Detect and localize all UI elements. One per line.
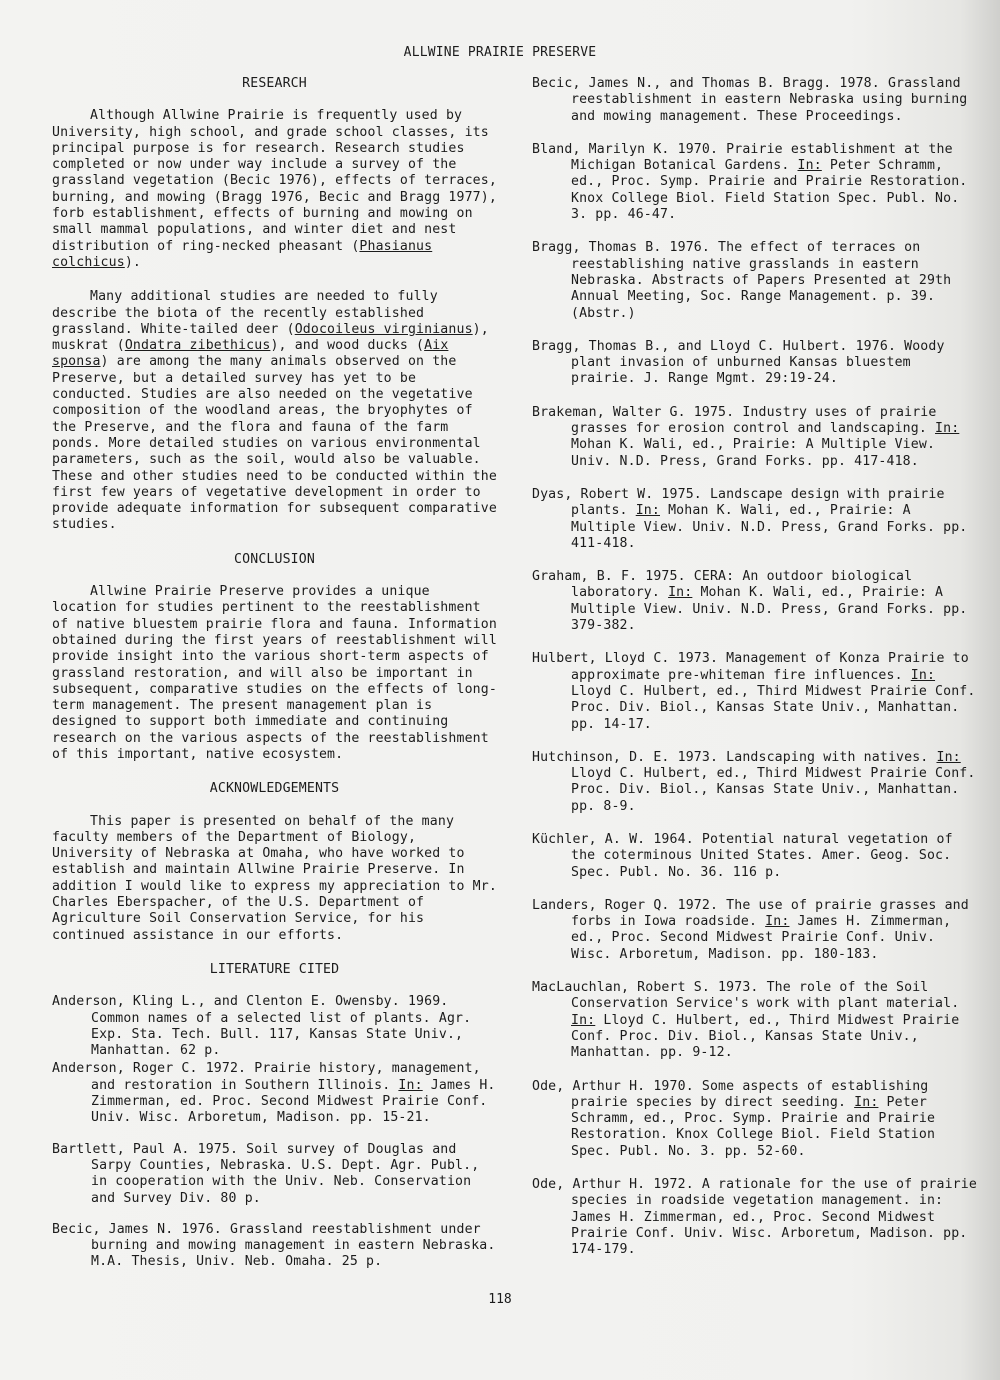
running-header: ALLWINE PRAIRIE PRESERVE (403, 45, 597, 60)
species-name: Ondatra zibethicus (124, 338, 271, 354)
reference-entry: Ode, Arthur H. 1970. Some aspects of establishing prairie species by direct seeding. In: Peter Schramm, ed., Proc. Symp. Prairie and Prairie Restoration. Knox College Biol. Field Station Spec. Publ. No. 3. pp. 52-60. (532, 1078, 936, 1159)
reference-entry: Becic, James N., and Thomas B. Bragg. 1978. Grassland reestablishment in eastern Nebraska using burning and mowing management. These Proceedings. (532, 76, 968, 124)
literature-cited-heading: LITERATURE CITED (209, 961, 340, 977)
reference-entry: Bragg, Thomas B. 1976. The effect of terraces on reestablishing native grasslands in eastern Nebraska. Abstracts of Papers Presented at 29th Annual Meeting, Soc. Range Management. p. 39. (Abstr.) (532, 240, 952, 321)
reference-entry: Brakeman, Walter G. 1975. Industry uses of prairie grasses for erosion control and landscaping. In: Mohan K. Wali, ed., Prairie: A Multiple View. Univ. N.D. Press, Grand Forks. pp. 417-418. (532, 404, 960, 469)
reference-entry: Küchler, A. W. 1964. Potential natural vegetation of the coterminous United States. Amer. Geog. Soc. Spec. Publ. No. 36. 116 p. (532, 831, 953, 880)
acknowledgements-heading: ACKNOWLEDGEMENTS (209, 781, 340, 797)
reference-entry: Becic, James N. 1976. Grassland reestablishment under burning and mowing management in eastern Nebraska. M.A. Thesis, Univ. Neb. Omaha. 25 p. (52, 1221, 496, 1270)
reference-entry: Anderson, Roger C. 1972. Prairie history, management, and restoration in Southern Illinois. In: James H. Zimmerman, ed. Proc. Second Midwest Prairie Conf. Univ. Wisc. Arboretum, Madison. pp. 15-21. (52, 1061, 496, 1126)
research-heading: RESEARCH (242, 76, 307, 91)
reference-entry: Dyas, Robert W. 1975. Landscape design with prairie plants. In: Mohan K. Wali, ed., Prairie: A Multiple View. Univ. N.D. Press, Grand Forks. pp. 411-418. (532, 486, 968, 551)
research-paragraph-1: Although Allwine Prairie is frequently used by University, high school, and grade school classes, its principal purpose is for research. Research studies completed or now under way include a survey of the grassland vegetation (Becic 1976), effects of terraces, burning, and mowing (Bragg 1976, Becic and Bragg 1977), forb establishment, effects of burning and mowing on small mammal populations, and winter diet and nest distribution of ring-necked pheasant (Phasianus colchicus). (52, 108, 497, 270)
conclusion-heading: CONCLUSION (234, 551, 315, 567)
reference-entry: Hutchinson, D. E. 1973. Landscaping with natives. In: Lloyd C. Hulbert, ed., Third Midwest Prairie Conf. Proc. Div. Biol., Kansas State Univ., Manhattan. pp. 8-9. (532, 749, 976, 814)
right-column (532, 76, 977, 1276)
reference-entry: Ode, Arthur H. 1972. A rationale for the use of prairie species in roadside vegetation management. in: James H. Zimmerman, ed., Proc. Second Midwest Prairie Conf. Univ. Wisc. Arboretum, Madison. pp. 174-179. (532, 1177, 977, 1258)
reference-entry: MacLauchlan, Robert S. 1973. The role of the Soil Conservation Service's work with plant material. In: Lloyd C. Hulbert, ed., Third Midwest Prairie Conf. Proc. Div. Biol., Kansas State Univ., Manhattan. pp. 9-12. (532, 980, 960, 1061)
species-name: Phasianus colchicus (52, 238, 433, 270)
reference-entry: Graham, B. F. 1975. CERA: An outdoor biological laboratory. In: Mohan K. Wali, ed., Prairie: A Multiple View. Univ. N.D. Press, Grand Forks. pp. 379-382. (532, 569, 968, 634)
page-number: 118 (488, 1292, 512, 1307)
species-name: Odocoileus virginianus (294, 321, 473, 337)
reference-entry: Bland, Marilyn K. 1970. Prairie establishment at the Michigan Botanical Gardens. In: Peter Schramm, ed., Proc. Symp. Prairie and Prairie Restoration. Knox College Biol. Field Station Spec. Publ. No. 3. pp. 46-47. (532, 141, 968, 223)
reference-entry: Hulbert, Lloyd C. 1973. Management of Konza Prairie to approximate pre-whiteman fire influences. In: Lloyd C. Hulbert, ed., Third Midwest Prairie Conf. Proc. Div. Biol., Kansas State Univ., Manhattan. pp. 14-17. (532, 651, 976, 732)
acknowledgements-paragraph: This paper is presented on behalf of the many faculty members of the Department of Biology, University of Nebraska at Omaha, who have worked to establish and maintain Allwine Prairie Preserve. In addition I would like to express my appreciation to Mr. Charles Eberspacher, of the U.S. Department of Agriculture Soil Conservation Service, for his continued assistance in our efforts. (52, 813, 497, 943)
research-paragraph-2: Many additional studies are needed to fully describe the biota of the recently established grassland. White-tailed deer (Odocoileus virginianus), muskrat (Ondatra zibethicus), and wood ducks (Aix sponsa) are among the many animals observed on the Preserve, but a detailed survey has yet to be conducted. Studies are also needed on the vegetative composition of the woodland areas, the bryophytes of the Preserve, and the flora and fauna of the farm ponds. More detailed studies on various environmental parameters, such as the soil, would also be valuable. These and other studies need to be conducted within the first few years of vegetative development in order to provide adequate information for subsequent comparative studies. (52, 289, 497, 533)
reference-entry: Landers, Roger Q. 1972. The use of prairie grasses and forbs in Iowa roadside. In: James H. Zimmerman, ed., Proc. Second Midwest Prairie Conf. Univ. Wisc. Arboretum, Madison. pp. 180-183. (532, 897, 969, 962)
species-name: Aix sponsa (52, 338, 449, 370)
left-column (52, 76, 497, 1273)
conclusion-paragraph: Allwine Prairie Preserve provides a unique location for studies pertinent to the reestablishment of native bluestem prairie flora and fauna. Information obtained during the first years of reestablishment will provide insight into the various short-term aspects of grassland restoration, and will also be important in subsequent, comparative studies on the effects of long-term management. The present management plan is designed to support both immediate and continuing research on the various aspects of the reestablishment of this important, native ecosystem. (52, 584, 497, 762)
reference-entry: Bragg, Thomas B., and Lloyd C. Hulbert. 1976. Woody plant invasion of unburned Kansas bluestem prairie. J. Range Mgmt. 29:19-24. (532, 338, 945, 387)
reference-entry: Anderson, Kling L., and Clenton E. Owensby. 1969. Common names of a selected list of plants. Agr. Exp. Sta. Tech. Bull. 117, Kansas State Univ., Manhattan. 62 p. (52, 994, 472, 1059)
reference-entry: Bartlett, Paul A. 1975. Soil survey of Douglas and Sarpy Counties, Nebraska. U.S. Dept. Agr. Publ., in cooperation with the Univ. Neb. Conservation and Survey Div. 80 p. (52, 1141, 480, 1206)
